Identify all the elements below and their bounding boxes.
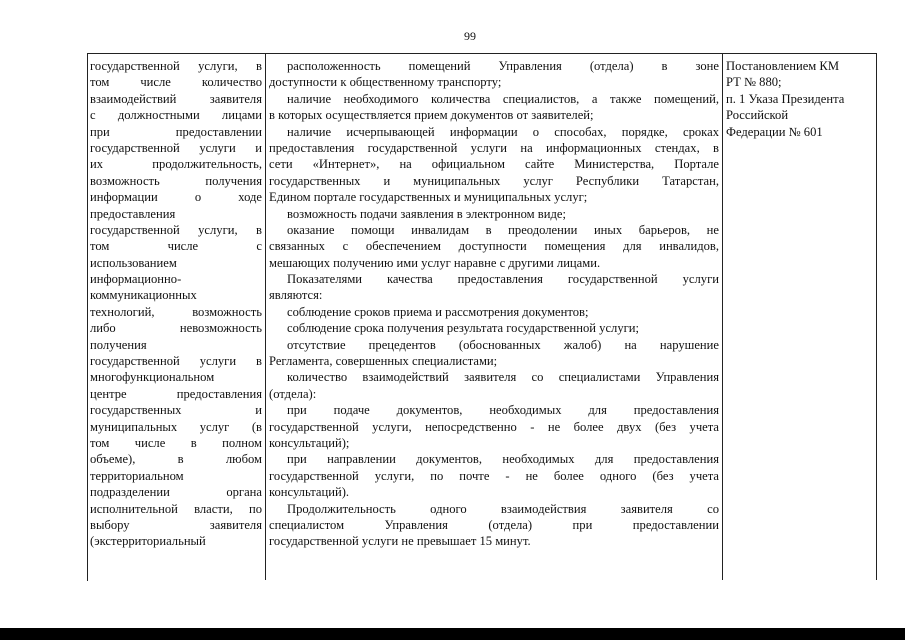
text-line: консультаций); (269, 435, 350, 450)
text-line: мешающих получению ими услуг наравне с другими лицами. (269, 255, 601, 270)
text-line: РТ № 880; (726, 75, 782, 90)
text-line: территориальном (90, 468, 184, 483)
text-line: государственной услуги, непосредственно - не более двух (без учета (269, 419, 719, 434)
text-line: с должностными лицами (90, 108, 262, 123)
text-line: взаимодействий заявителя (90, 91, 262, 106)
legal-basis-column (726, 58, 876, 140)
text-line: многофункциональном (90, 370, 215, 385)
text-line: соблюдение сроков приема и рассмотрения документов; (287, 304, 589, 319)
text-line: оказание помощи инвалидам в преодолении иных барьеров, не (287, 222, 719, 237)
text-line: доступности к общественному транспорту; (269, 75, 502, 90)
text-line: наличие необходимого количества специалистов, а также помещений, (287, 91, 719, 106)
text-line: специалистом Управления (отдела) при предоставлении (269, 517, 719, 532)
text-line: предоставления государственной услуги на информационных стендах, в (269, 140, 719, 155)
text-line: Российской (726, 108, 789, 123)
text-line: том числе количество (90, 75, 262, 90)
text-line: государственной услуги, в (90, 59, 262, 73)
text-line: муниципальных услуг (в (90, 419, 262, 434)
scan-bottom-edge (0, 628, 905, 640)
text-line: либо невозможность (90, 321, 262, 336)
text-line: (экстерриториальный (90, 534, 206, 549)
indicator-description-column (269, 58, 719, 550)
text-line: государственной услуги, по почте - не более одного (без учета (269, 468, 719, 483)
text-line: государственной услуги, в (90, 222, 262, 237)
text-line: информации о ходе (90, 190, 262, 205)
text-line: том числе в полном (90, 435, 262, 450)
text-line: Постановлением КМ (726, 59, 840, 73)
text-line: при направлении документов, необходимых для предоставления (287, 452, 719, 467)
text-line: информационно- (90, 272, 182, 287)
text-line: том числе с (90, 239, 262, 254)
text-line: государственной услуги и (90, 140, 262, 155)
text-line: Федерации № 601 (726, 124, 823, 139)
text-line: их продолжительность, (90, 157, 262, 172)
indicator-name-column (90, 58, 262, 550)
text-line: технологий, возможность (90, 304, 262, 319)
column-divider (265, 53, 266, 580)
text-line: связанных с обеспечением доступности помещения для инвалидов, (269, 239, 719, 254)
text-line: количество взаимодействий заявителя со специалистами Управления (287, 370, 719, 385)
text-line: п. 1 Указа Президента (726, 91, 845, 106)
text-line: коммуникационных (90, 288, 197, 303)
text-line: государственной услуги не превышает 15 минут. (269, 534, 531, 549)
text-line: соблюдение срока получения результата государственной услуги; (287, 321, 640, 336)
text-line: Едином портале государственных и муниципальных услуг; (269, 190, 588, 205)
text-line: возможность подачи заявления в электронном виде; (287, 206, 566, 221)
text-line: возможность получения (90, 173, 262, 188)
text-line: в которых осуществляется прием документов от заявителей; (269, 108, 594, 123)
text-line: Регламента, совершенных специалистами; (269, 354, 498, 369)
text-line: наличие исчерпывающей информации о способах, порядке, сроках (287, 124, 719, 139)
text-line: расположенность помещений Управления (отдела) в зоне (287, 59, 719, 73)
text-line: выбору заявителя (90, 517, 262, 532)
text-line: при подаче документов, необходимых для предоставления (287, 403, 719, 418)
text-line: (отдела): (269, 386, 317, 401)
text-line: государственной услуги в (90, 354, 262, 369)
text-line: сети «Интернет», на официальном сайте Министерства, Портале (269, 157, 719, 172)
text-line: использованием (90, 255, 177, 270)
text-line: получения (90, 337, 147, 352)
text-line: предоставления (90, 206, 176, 221)
table-right-border (876, 53, 877, 580)
page-number: 99 (464, 29, 476, 43)
text-line: Показателями качества предоставления государственной услуги (287, 272, 719, 287)
text-line: подразделении органа (90, 485, 262, 500)
text-line: центре предоставления (90, 386, 262, 401)
text-line: Продолжительность одного взаимодействия заявителя со (287, 501, 719, 516)
text-line: отсутствие прецедентов (обоснованных жалоб) на нарушение (287, 337, 719, 352)
column-divider (722, 53, 723, 580)
text-line: при предоставлении (90, 124, 262, 139)
text-line: исполнительной власти, по (90, 501, 262, 516)
text-line: консультаций). (269, 485, 350, 500)
text-line: являются: (269, 288, 323, 303)
text-line: государственных и муниципальных услуг Республики Татарстан, (269, 173, 719, 188)
text-line: объеме), в любом (90, 452, 262, 467)
text-line: государственных и (90, 403, 262, 418)
